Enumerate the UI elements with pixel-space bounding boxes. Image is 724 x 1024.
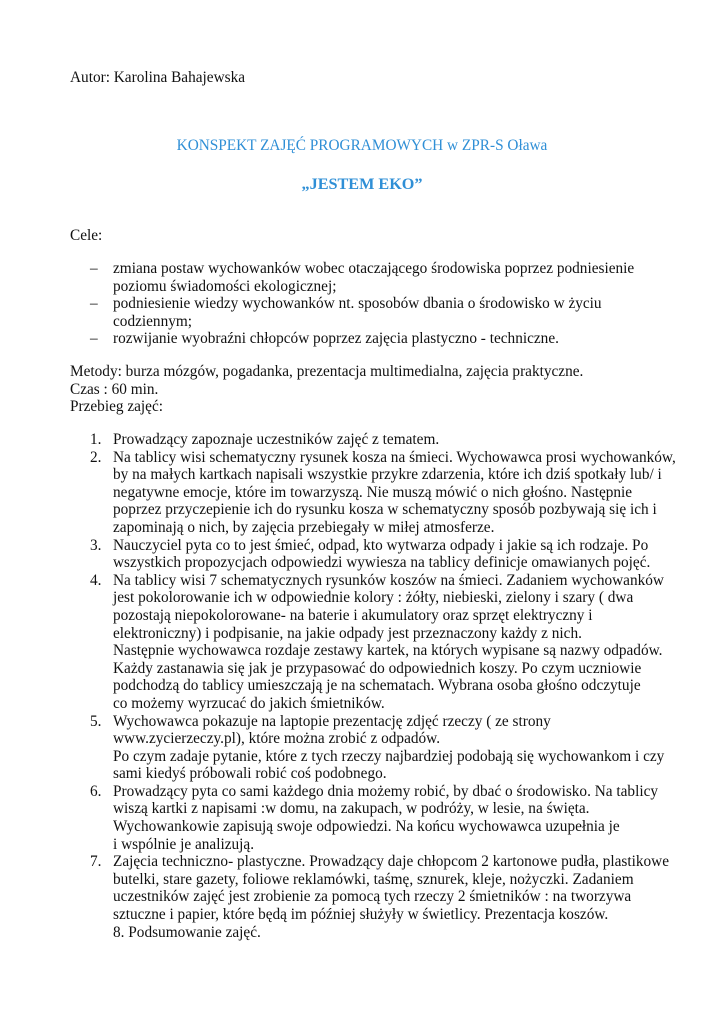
- goal-item: [70, 260, 670, 295]
- step-text-line: wszystkich propozycjach odpowiedzi wywiesza na tablicy definicje omawianych pojęć.: [113, 554, 651, 572]
- goal-text-line: rozwijanie wyobraźni chłopców poprzez zajęcia plastyczno - techniczne.: [113, 330, 559, 347]
- step-item: [70, 431, 670, 449]
- lesson-info: [70, 363, 670, 416]
- step-text-line: Zajęcia techniczno- plastyczne. Prowadzący daje chłopcom 2 kartonowe pudła, plastikowe: [113, 853, 669, 871]
- step-text-line: Wychowankowie zapisują swoje odpowiedzi. Na końcu wychowawca uzupełnia je: [113, 818, 620, 836]
- step-item: [70, 448, 676, 537]
- step-number: 1.: [90, 431, 102, 448]
- step-number: 7.: [90, 853, 102, 871]
- steps-list: [70, 431, 676, 941]
- document-subtitle: KONSPEKT ZAJĘĆ PROGRAMOWYCH w ZPR-S Oława: [176, 137, 548, 154]
- duration-line: Czas : 60 min.: [70, 380, 159, 398]
- goal-bullet: –: [90, 330, 98, 347]
- step-number: 3.: [90, 536, 102, 554]
- step-text-line: podchodzą do tablicy umieszczają je na schematach. Wybrana osoba głośno odczytuje: [113, 677, 641, 695]
- step-text-line: sami kiedyś próbowali robić coś podobnego.: [113, 765, 387, 783]
- step-text-line: Następnie wychowawca rozdaje zestawy kartek, na których wypisane są nazwy odpadów.: [113, 642, 663, 660]
- step-text-line: poprzez przyczepienie ich do rysunku kosza w schematyczny sposób pozbywają się ich i: [113, 501, 657, 519]
- step-text-line: Nauczyciel pyta co to jest śmieć, odpad, kto wytwarza odpady i jakie są ich rodzaje. Po: [113, 536, 649, 554]
- step-number: 4.: [90, 571, 102, 589]
- goals-label: Cele:: [70, 227, 103, 244]
- step-text-line: jest pokolorowanie ich w odpowiednie kolory : żółty, niebieski, zielony i szary ( dwa: [113, 589, 634, 607]
- goal-text-line: zmiana postaw wychowanków wobec otaczającego środowiska poprzez podniesienie: [113, 260, 635, 277]
- step-text-line: uczestników zajęć jest zrobienie za pomocą tych rzeczy 2 śmietników : na tworzywa: [113, 888, 632, 906]
- course-label: Przebieg zajęć:: [70, 398, 163, 416]
- step-item: [70, 783, 670, 853]
- document-title: „JESTEM EKO”: [301, 175, 423, 193]
- step-text-line: pozostają niepokolorowane- na baterie i akumulatory oraz sprzęt elektryczny i: [113, 606, 593, 624]
- step-text-line: co możemy wyrzucać do jakich śmietników.: [113, 694, 385, 712]
- step-text-line: Prowadzący pyta co sami każdego dnia możemy robić, by dbać o środowisko. Na tablicy: [113, 782, 659, 800]
- goal-text-line: podniesienie wiedzy wychowanków nt. sposobów dbania o środowisko w życiu: [113, 295, 602, 312]
- step-item: [70, 537, 670, 572]
- step-text-line: by na małych kartkach napisali wszystkie przykre zdarzenia, które ich dziś spotkały lub/ i: [113, 466, 662, 484]
- step-text-line: elektroniczny) i podpisanie, na jakie odpady jest przeznaczony każdy z nich.: [113, 624, 582, 642]
- step-text-line: wiszą kartki z napisami :w domu, na zakupach, w podróży, w lesie, na święta.: [113, 800, 590, 818]
- step-text-line: zapominają o nich, by zajęcia przebiegały w miłej atmosferze.: [113, 518, 495, 536]
- step-text-line: Każdy zastanawia się jak je przypasować do odpowiednich koszy. Po czym uczniowie: [113, 659, 642, 677]
- goal-item: [70, 295, 670, 330]
- goal-text-line: poziomu świadomości ekologicznej;: [113, 277, 337, 295]
- step-number: 5.: [90, 712, 102, 730]
- step-number: 6.: [90, 782, 102, 800]
- step-item: [70, 572, 670, 713]
- methods-line: Metody: burza mózgów, pogadanka, prezentacja multimedialna, zajęcia praktyczne.: [70, 363, 584, 380]
- step-text-line: www.zycierzeczy.pl), które można zrobić z odpadów.: [113, 730, 441, 748]
- step-item: [70, 853, 670, 941]
- step-item: [70, 713, 670, 783]
- step-text-line: Prowadzący zapoznaje uczestników zajęć z tematem.: [113, 431, 440, 448]
- goals-list: [70, 260, 670, 348]
- step-text-line: sztuczne i papier, które będą im później służyły w świetlicy. Prezentacja koszów.: [113, 906, 609, 924]
- step-text-line: Na tablicy wisi schematyczny rysunek kosza na śmieci. Wychowawca prosi wychowanków,: [113, 448, 676, 466]
- author-line: Autor: Karolina Bahajewska: [70, 69, 246, 86]
- step-text-line: Na tablicy wisi 7 schematycznych rysunków koszów na śmieci. Zadaniem wychowanków: [113, 571, 664, 589]
- goal-bullet: –: [90, 295, 98, 312]
- goal-text-line: codziennym;: [113, 312, 193, 330]
- step-text-line: 8. Podsumowanie zajęć.: [113, 923, 261, 941]
- step-text-line: Po czym zadaje pytanie, które z tych rzeczy najbardziej podobają się wychowankom i czy: [113, 747, 665, 765]
- step-text-line: butelki, stare gazety, foliowe reklamówki, taśmę, sznurek, kleje, nożyczki. Zadaniem: [113, 870, 634, 888]
- step-number: 2.: [90, 448, 102, 466]
- goal-item: [70, 330, 670, 348]
- step-text-line: negatywne emocje, które im towarzyszą. Nie muszą mówić o nich głośno. Następnie: [113, 483, 633, 501]
- goal-bullet: –: [90, 260, 98, 277]
- step-text-line: i wspólnie je analizują.: [113, 835, 255, 853]
- step-text-line: Wychowawca pokazuje na laptopie prezentację zdjęć rzeczy ( ze strony: [113, 712, 551, 730]
